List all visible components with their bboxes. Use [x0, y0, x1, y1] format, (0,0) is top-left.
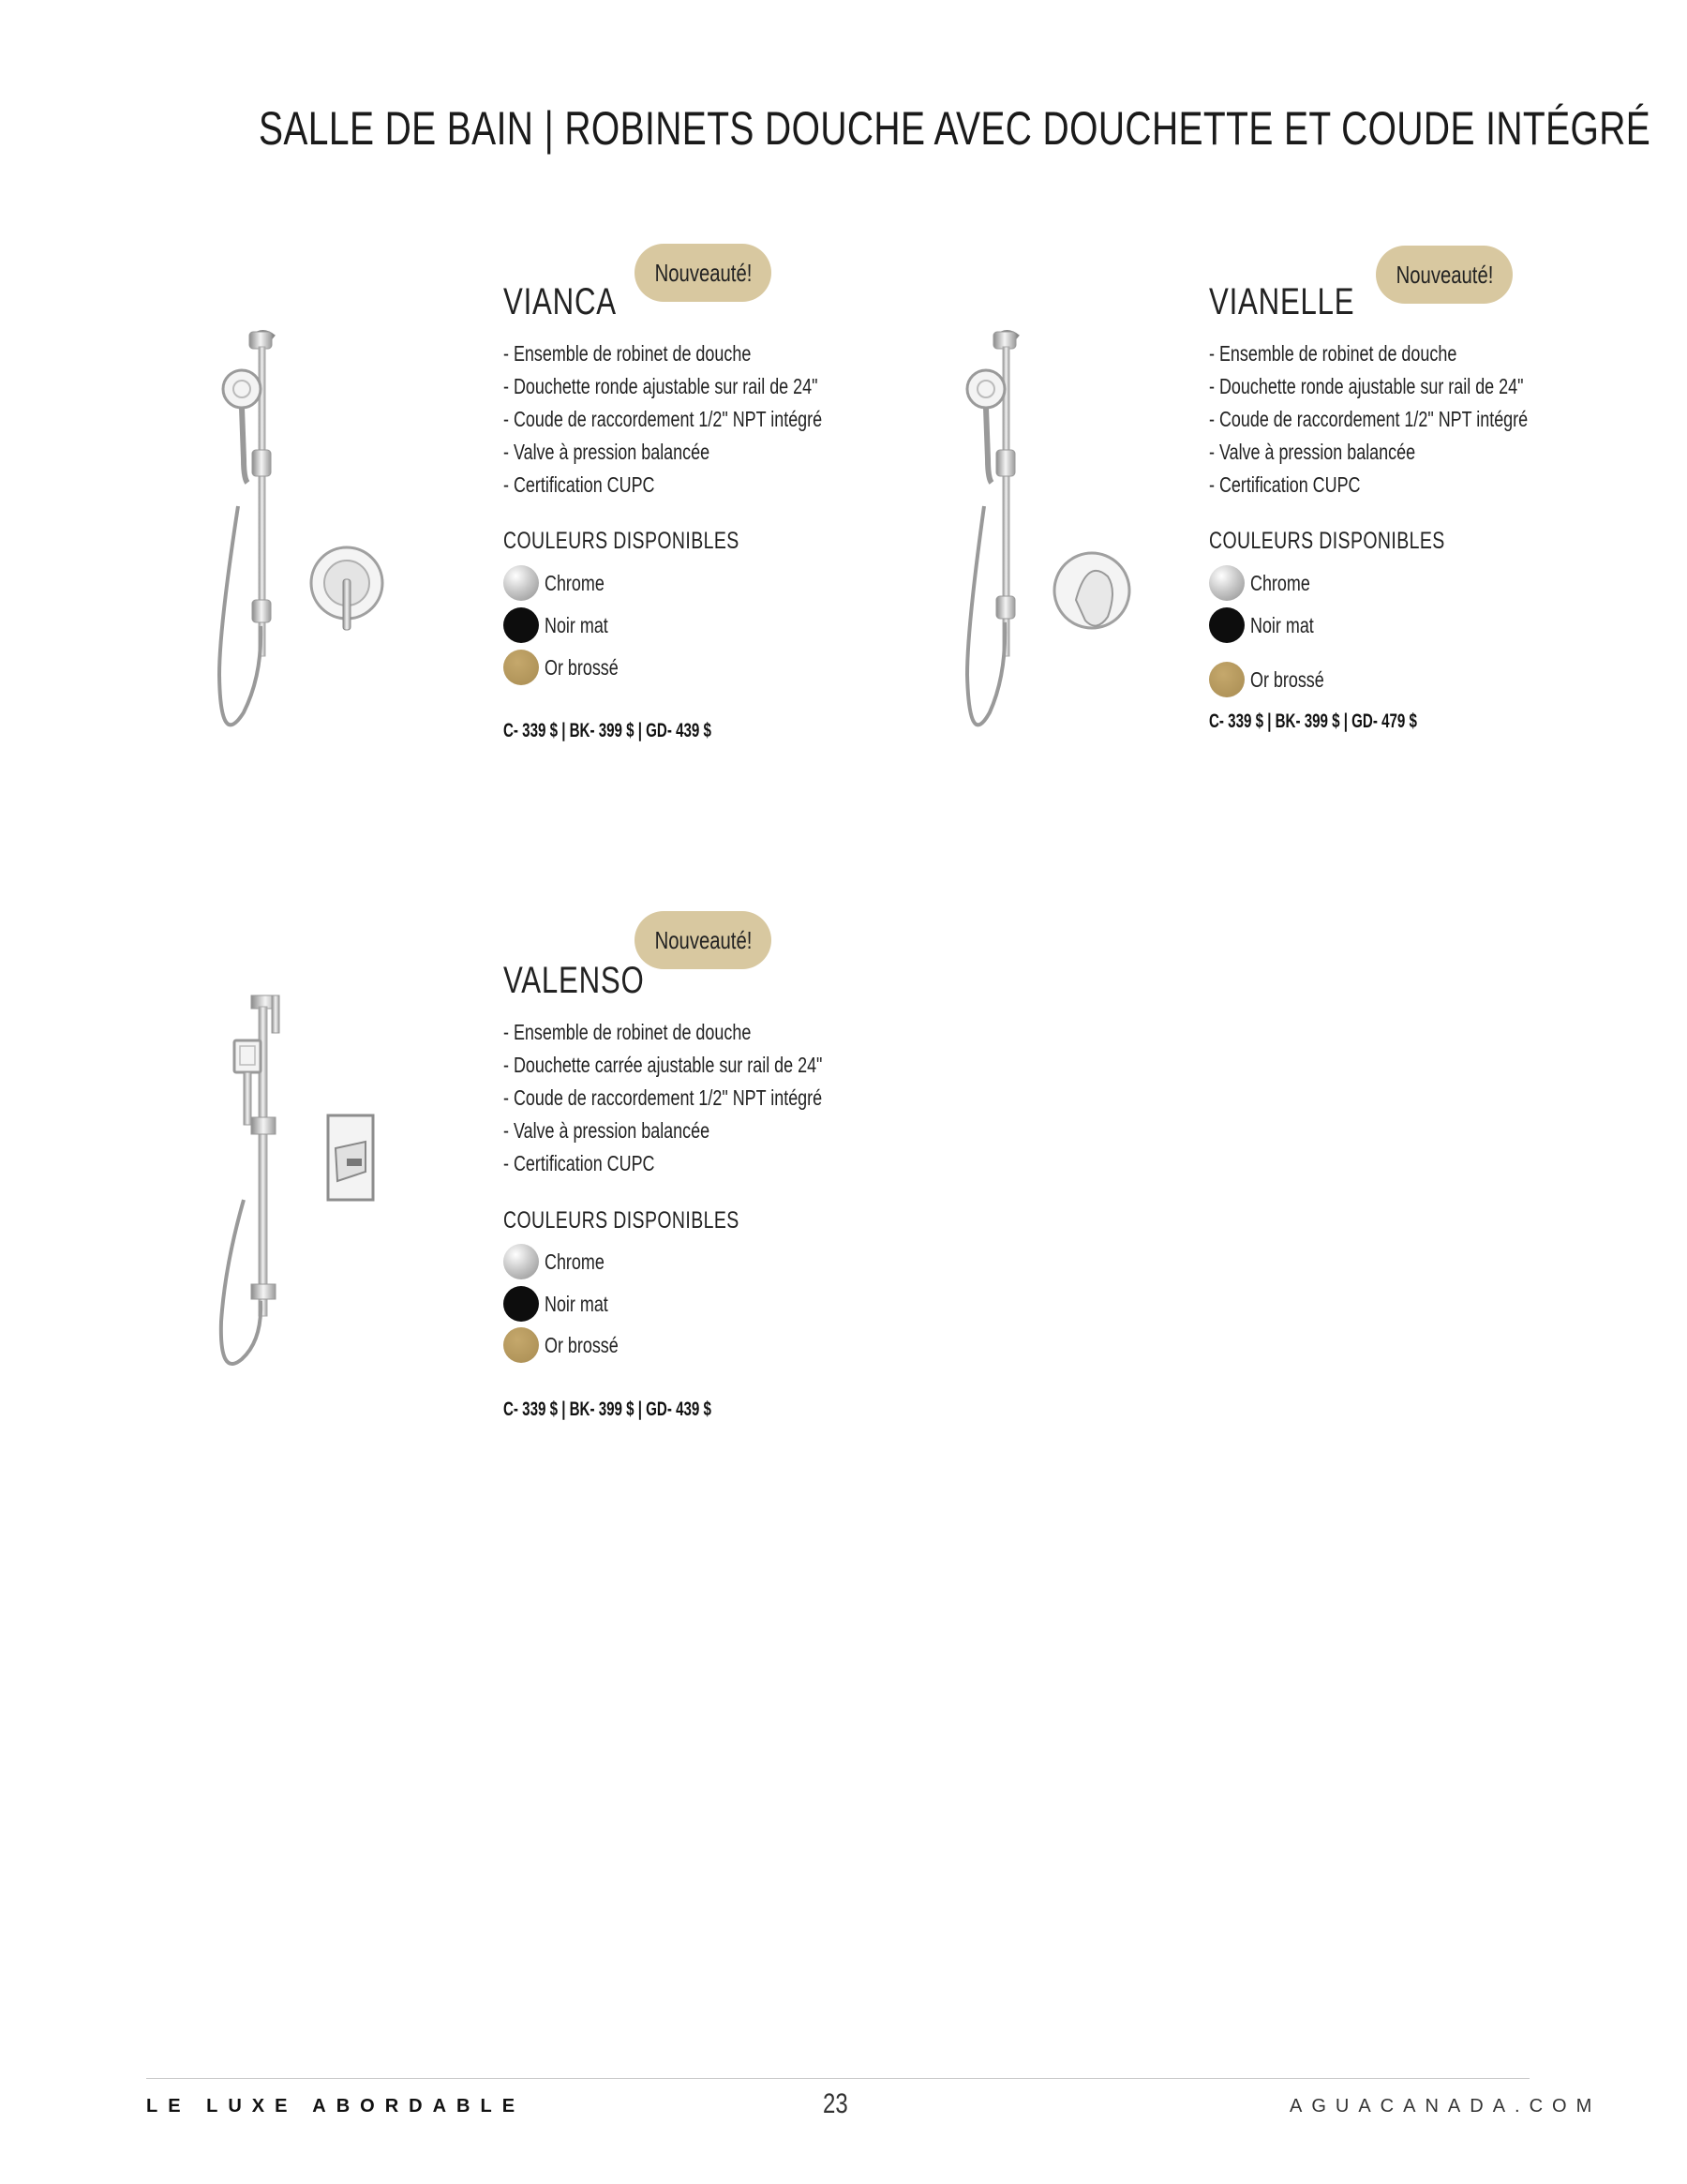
price-line: C- 339 $ | BK- 399 $ | GD- 439 $: [503, 720, 711, 741]
feature-item: - Valve à pression balancée: [503, 1118, 710, 1143]
footer-website: AGUACANADA.COM: [1290, 2096, 1602, 2117]
feature-item: - Douchette ronde ajustable sur rail de 24": [503, 374, 818, 398]
feature-item: - Ensemble de robinet de douche: [503, 341, 752, 366]
chrome-swatch: [1209, 565, 1245, 601]
color-option-chrome: Chrome: [503, 1243, 621, 1280]
feature-list: [503, 1016, 912, 1180]
product-name: VIANCA: [503, 281, 617, 322]
black-swatch: [503, 607, 539, 643]
footer-tagline: LE LUXE ABORDABLE: [146, 2096, 526, 2117]
feature-item: - Ensemble de robinet de douche: [503, 1020, 752, 1044]
gold-swatch: [503, 1327, 539, 1363]
page-number: 23: [823, 2088, 848, 2119]
feature-item: - Ensemble de robinet de douche: [1209, 341, 1457, 366]
shower-set-square-image: [206, 984, 403, 1378]
feature-item: - Coude de raccordement 1/2" NPT intégré: [1209, 407, 1529, 431]
new-badge: Nouveauté!: [1376, 246, 1513, 304]
color-option-noir: Noir mat: [503, 1285, 626, 1323]
feature-item: - Douchette carrée ajustable sur rail de 24": [503, 1053, 823, 1077]
price-line: C- 339 $ | BK- 399 $ | GD- 439 $: [503, 1399, 711, 1420]
colors-title: COULEURS DISPONIBLES: [503, 1207, 739, 1234]
feature-item: - Certification CUPC: [503, 1151, 655, 1175]
gold-swatch: [503, 650, 539, 685]
colors-title: COULEURS DISPONIBLES: [1209, 528, 1445, 554]
feature-item: - Certification CUPC: [1209, 472, 1361, 497]
shower-set-round-image: [206, 319, 394, 750]
feature-item: - Coude de raccordement 1/2" NPT intégré: [503, 407, 823, 431]
page-title: SALLE DE BAIN | ROBINETS DOUCHE AVEC DOUCHETTE ET COUDE INTÉGRÉ: [259, 102, 1651, 155]
shower-set-round-oval-valve-image: [956, 319, 1162, 750]
feature-item: - Douchette ronde ajustable sur rail de 24": [1209, 374, 1524, 398]
footer-divider: [146, 2078, 1530, 2079]
product-name: VIANELLE: [1209, 281, 1355, 322]
product-name: VALENSO: [503, 960, 645, 1001]
new-badge: Nouveauté!: [634, 244, 771, 302]
color-option-noir: Noir mat: [1209, 606, 1332, 644]
color-option-or: Or brossé: [503, 1326, 639, 1364]
color-option-chrome: Chrome: [1209, 564, 1327, 602]
price-line: C- 339 $ | BK- 399 $ | GD- 479 $: [1209, 711, 1417, 732]
feature-list: [1209, 337, 1618, 501]
black-swatch: [503, 1286, 539, 1322]
color-option-chrome: Chrome: [503, 564, 621, 602]
color-option-or: Or brossé: [1209, 661, 1345, 698]
color-option-or: Or brossé: [503, 649, 639, 686]
colors-title: COULEURS DISPONIBLES: [503, 528, 739, 554]
color-option-noir: Noir mat: [503, 606, 626, 644]
feature-item: - Valve à pression balancée: [503, 440, 710, 464]
gold-swatch: [1209, 662, 1245, 697]
black-swatch: [1209, 607, 1245, 643]
feature-item: - Certification CUPC: [503, 472, 655, 497]
chrome-swatch: [503, 1244, 539, 1279]
feature-item: - Coude de raccordement 1/2" NPT intégré: [503, 1085, 823, 1110]
feature-list: [503, 337, 912, 501]
feature-item: - Valve à pression balancée: [1209, 440, 1416, 464]
chrome-swatch: [503, 565, 539, 601]
new-badge: Nouveauté!: [634, 911, 771, 969]
